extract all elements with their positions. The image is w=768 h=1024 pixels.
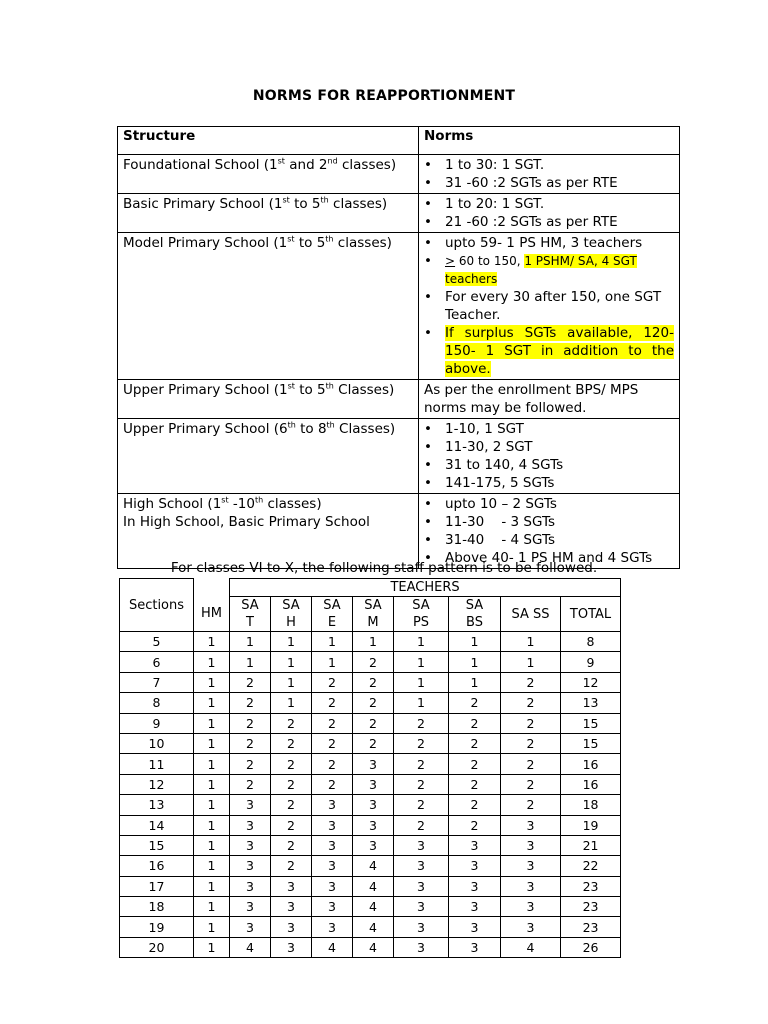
norms-table xyxy=(117,126,680,569)
table-cell: 3 xyxy=(394,937,449,957)
table-cell: 12 xyxy=(561,672,621,692)
teachers-header: TEACHERS xyxy=(230,579,621,597)
table-cell: 1 xyxy=(271,693,312,713)
table-cell: 1 xyxy=(194,632,230,652)
table-cell: 1 xyxy=(194,835,230,855)
table-cell: 3 xyxy=(353,795,394,815)
table-cell: 3 xyxy=(230,917,271,937)
table-row xyxy=(120,815,621,835)
table-row xyxy=(120,835,621,855)
table-cell: 10 xyxy=(120,733,194,753)
table-cell: 3 xyxy=(449,856,501,876)
table-cell: 3 xyxy=(449,876,501,896)
table-cell: 2 xyxy=(501,672,561,692)
table-cell: 2 xyxy=(394,815,449,835)
highlighted-text: 1 PSHM/ SA, 4 SGT teachers xyxy=(445,254,637,286)
table-cell: 1 xyxy=(394,672,449,692)
table-cell: 3 xyxy=(353,774,394,794)
staff-column-header: SA BS xyxy=(449,597,501,632)
table-cell: 15 xyxy=(561,713,621,733)
table-cell: 2 xyxy=(394,733,449,753)
hm-header: HM xyxy=(194,579,230,632)
table-cell: 3 xyxy=(271,876,312,896)
table-cell: 1 xyxy=(194,856,230,876)
table-cell: 3 xyxy=(449,835,501,855)
table-cell: 1 xyxy=(353,632,394,652)
table-cell: 2 xyxy=(353,733,394,753)
norm-item: • For every 30 after 150, one SGT Teacher. xyxy=(424,288,674,324)
table-cell: 1 xyxy=(194,815,230,835)
table-cell: 3 xyxy=(230,876,271,896)
table-cell: 2 xyxy=(271,856,312,876)
table-cell: 2 xyxy=(449,754,501,774)
table-cell: 3 xyxy=(353,754,394,774)
table-cell: 1 xyxy=(230,652,271,672)
norms-cell xyxy=(419,194,680,233)
table-cell: 2 xyxy=(501,733,561,753)
table-cell: 3 xyxy=(394,897,449,917)
sections-header: Sections xyxy=(120,579,194,632)
table-row xyxy=(120,754,621,774)
table-cell: 12 xyxy=(120,774,194,794)
table-cell: 15 xyxy=(561,733,621,753)
table-cell: 2 xyxy=(230,693,271,713)
table-cell: 2 xyxy=(501,754,561,774)
table-cell: 3 xyxy=(394,917,449,937)
table-cell: 3 xyxy=(312,876,353,896)
norms-row xyxy=(118,494,680,569)
structure-header: Structure xyxy=(118,127,419,155)
structure-cell: High School (1st -10th classes) In High School, Basic Primary School xyxy=(118,494,419,569)
table-cell: 1 xyxy=(501,652,561,672)
table-cell: 3 xyxy=(312,917,353,937)
staff-column-header: SA SS xyxy=(501,597,561,632)
structure-cell: Upper Primary School (6th to 8th Classes) xyxy=(118,419,419,494)
norms-cell: As per the enrollment BPS/ MPS norms may be followed. xyxy=(419,380,680,419)
table-cell: 23 xyxy=(561,897,621,917)
table-cell: 1 xyxy=(501,632,561,652)
table-cell: 2 xyxy=(449,795,501,815)
table-cell: 2 xyxy=(230,672,271,692)
page-title: NORMS FOR REAPPORTIONMENT xyxy=(252,88,516,104)
table-cell: 21 xyxy=(561,835,621,855)
table-cell: 3 xyxy=(230,856,271,876)
norm-item: • 141-175, 5 SGTs xyxy=(424,474,674,492)
staff-column-header: SA E xyxy=(312,597,353,632)
table-cell: 8 xyxy=(120,693,194,713)
table-cell: 9 xyxy=(120,713,194,733)
table-cell: 3 xyxy=(353,815,394,835)
table-cell: 1 xyxy=(194,693,230,713)
table-cell: 1 xyxy=(194,672,230,692)
table-cell: 23 xyxy=(561,917,621,937)
table-cell: 3 xyxy=(312,835,353,855)
table-cell: 2 xyxy=(312,713,353,733)
norm-item: • 1-10, 1 SGT xyxy=(424,420,674,438)
table-cell: 2 xyxy=(312,754,353,774)
table-cell: 3 xyxy=(312,795,353,815)
norm-item: • upto 59- 1 PS HM, 3 teachers xyxy=(424,234,674,252)
table-cell: 1 xyxy=(194,774,230,794)
table-row xyxy=(120,672,621,692)
table-cell: 4 xyxy=(501,937,561,957)
table-cell: 2 xyxy=(312,774,353,794)
table-cell: 1 xyxy=(194,652,230,672)
staff-pattern-table xyxy=(119,578,621,958)
norm-item: • 1 to 30: 1 SGT. xyxy=(424,156,674,174)
norms-cell xyxy=(419,494,680,569)
table-cell: 1 xyxy=(271,652,312,672)
table-cell: 2 xyxy=(501,774,561,794)
table-cell: 20 xyxy=(120,937,194,957)
table-cell: 3 xyxy=(394,835,449,855)
table-cell: 3 xyxy=(230,795,271,815)
norm-item: • 31 -60 :2 SGTs as per RTE xyxy=(424,174,674,192)
norms-cell xyxy=(419,233,680,380)
table-cell: 2 xyxy=(394,754,449,774)
table-cell: 16 xyxy=(561,754,621,774)
structure-cell: Basic Primary School (1st to 5th classes) xyxy=(118,194,419,233)
table-cell: 2 xyxy=(449,815,501,835)
table-cell: 2 xyxy=(230,754,271,774)
table-cell: 3 xyxy=(312,815,353,835)
table-cell: 2 xyxy=(449,713,501,733)
staff-column-header: TOTAL xyxy=(561,597,621,632)
norm-item-highlighted xyxy=(424,324,674,378)
staff-table-body xyxy=(120,632,621,958)
norms-row xyxy=(118,380,680,419)
table-cell: 2 xyxy=(230,774,271,794)
table-cell: 1 xyxy=(449,652,501,672)
table-cell: 15 xyxy=(120,835,194,855)
table-cell: 3 xyxy=(353,835,394,855)
table-cell: 1 xyxy=(194,713,230,733)
norm-item: • Above 40- 1 PS HM and 4 SGTs xyxy=(424,549,674,567)
table-cell: 3 xyxy=(271,937,312,957)
table-cell: 2 xyxy=(271,733,312,753)
table-cell: 1 xyxy=(312,632,353,652)
table-cell: 26 xyxy=(561,937,621,957)
table-row xyxy=(120,937,621,957)
table-cell: 5 xyxy=(120,632,194,652)
table-cell: 14 xyxy=(120,815,194,835)
norm-item: • 11-30, 2 SGT xyxy=(424,438,674,456)
table-cell: 9 xyxy=(561,652,621,672)
table-cell: 1 xyxy=(394,632,449,652)
norm-item: • upto 10 – 2 SGTs xyxy=(424,495,674,513)
norms-header-row xyxy=(118,127,680,155)
table-cell: 3 xyxy=(501,815,561,835)
table-cell: 4 xyxy=(312,937,353,957)
table-cell: 2 xyxy=(271,815,312,835)
table-cell: 4 xyxy=(230,937,271,957)
staff-column-header: SA T xyxy=(230,597,271,632)
staff-header-row xyxy=(120,579,621,597)
table-cell: 19 xyxy=(120,917,194,937)
table-row xyxy=(120,876,621,896)
table-cell: 19 xyxy=(561,815,621,835)
table-row xyxy=(120,856,621,876)
table-row xyxy=(120,795,621,815)
table-cell: 1 xyxy=(394,652,449,672)
table-cell: 4 xyxy=(353,856,394,876)
norms-row xyxy=(118,155,680,194)
table-cell: 1 xyxy=(271,672,312,692)
table-cell: 1 xyxy=(194,733,230,753)
table-cell: 2 xyxy=(312,693,353,713)
table-row xyxy=(120,632,621,652)
table-cell: 8 xyxy=(561,632,621,652)
highlighted-text: If surplus SGTs available, 120-150- 1 SGT in addition to the above. xyxy=(445,325,674,377)
table-cell: 2 xyxy=(501,713,561,733)
norm-text: 60 to 150, xyxy=(455,254,525,268)
table-cell: 3 xyxy=(271,917,312,937)
table-cell: 2 xyxy=(230,733,271,753)
table-cell: 1 xyxy=(194,795,230,815)
table-cell: 3 xyxy=(501,835,561,855)
table-cell: 1 xyxy=(194,754,230,774)
table-cell: 3 xyxy=(449,897,501,917)
table-cell: 3 xyxy=(394,876,449,896)
table-cell: 2 xyxy=(449,733,501,753)
table-cell: 2 xyxy=(501,795,561,815)
structure-cell: Foundational School (1st and 2nd classes) xyxy=(118,155,419,194)
table-cell: 1 xyxy=(194,937,230,957)
table-cell: 3 xyxy=(449,917,501,937)
table-cell: 2 xyxy=(394,795,449,815)
table-cell: 1 xyxy=(194,876,230,896)
table-cell: 3 xyxy=(312,856,353,876)
staff-column-header: SA M xyxy=(353,597,394,632)
table-cell: 2 xyxy=(230,713,271,733)
table-cell: 3 xyxy=(230,835,271,855)
norms-row xyxy=(118,419,680,494)
table-cell: 1 xyxy=(194,897,230,917)
table-cell: 17 xyxy=(120,876,194,896)
table-cell: 7 xyxy=(120,672,194,692)
table-cell: 1 xyxy=(394,693,449,713)
table-cell: 2 xyxy=(271,713,312,733)
table-cell: 1 xyxy=(194,917,230,937)
table-cell: 18 xyxy=(120,897,194,917)
table-row xyxy=(120,733,621,753)
table-cell: 3 xyxy=(230,897,271,917)
structure-cell: Upper Primary School (1st to 5th Classes) xyxy=(118,380,419,419)
norms-cell xyxy=(419,419,680,494)
table-cell: 4 xyxy=(353,937,394,957)
norm-item: • 21 -60 :2 SGTs as per RTE xyxy=(424,213,674,231)
table-cell: 16 xyxy=(120,856,194,876)
table-row xyxy=(120,774,621,794)
table-cell: 3 xyxy=(449,937,501,957)
table-cell: 16 xyxy=(561,774,621,794)
table-cell: 4 xyxy=(353,876,394,896)
table-cell: 2 xyxy=(312,672,353,692)
table-cell: 2 xyxy=(271,754,312,774)
table-cell: 3 xyxy=(501,856,561,876)
table-cell: 2 xyxy=(353,672,394,692)
table-cell: 22 xyxy=(561,856,621,876)
table-cell: 2 xyxy=(271,774,312,794)
norm-item: • 11-30 - 3 SGTs xyxy=(424,513,674,531)
table-cell: 3 xyxy=(230,815,271,835)
norms-row xyxy=(118,194,680,233)
norm-item: • 31-40 - 4 SGTs xyxy=(424,531,674,549)
structure-cell: Model Primary School (1st to 5th classes) xyxy=(118,233,419,380)
table-cell: 1 xyxy=(312,652,353,672)
table-cell: 2 xyxy=(449,774,501,794)
table-cell: 3 xyxy=(312,897,353,917)
norms-cell xyxy=(419,155,680,194)
table-cell: 13 xyxy=(561,693,621,713)
table-row xyxy=(120,713,621,733)
table-cell: 2 xyxy=(271,835,312,855)
norm-item: • 1 to 20: 1 SGT. xyxy=(424,195,674,213)
table-cell: 23 xyxy=(561,876,621,896)
table-cell: 2 xyxy=(312,733,353,753)
staff-column-header: SA H xyxy=(271,597,312,632)
norm-item xyxy=(424,252,674,288)
table-cell: 3 xyxy=(394,856,449,876)
table-cell: 2 xyxy=(353,713,394,733)
structure-subline: In High School, Basic Primary School xyxy=(123,514,370,530)
table-row xyxy=(120,897,621,917)
greater-equal-symbol: > xyxy=(445,254,456,268)
table-cell: 3 xyxy=(271,897,312,917)
table-row xyxy=(120,652,621,672)
table-row xyxy=(120,693,621,713)
table-cell: 4 xyxy=(353,917,394,937)
table-cell: 2 xyxy=(449,693,501,713)
table-cell: 3 xyxy=(501,917,561,937)
table-cell: 2 xyxy=(394,713,449,733)
norm-item: • 31 to 140, 4 SGTs xyxy=(424,456,674,474)
table-row xyxy=(120,917,621,937)
norms-row xyxy=(118,233,680,380)
table-cell: 6 xyxy=(120,652,194,672)
table-cell: 2 xyxy=(353,693,394,713)
table-cell: 2 xyxy=(353,652,394,672)
table-cell: 2 xyxy=(394,774,449,794)
norms-header: Norms xyxy=(419,127,680,155)
table-cell: 1 xyxy=(271,632,312,652)
table-cell: 3 xyxy=(501,897,561,917)
table-cell: 18 xyxy=(561,795,621,815)
staff-column-header: SA PS xyxy=(394,597,449,632)
table-cell: 3 xyxy=(501,876,561,896)
table-cell: 11 xyxy=(120,754,194,774)
table-cell: 2 xyxy=(501,693,561,713)
table-cell: 1 xyxy=(230,632,271,652)
table-cell: 13 xyxy=(120,795,194,815)
table-cell: 1 xyxy=(449,672,501,692)
table-cell: 2 xyxy=(271,795,312,815)
table-cell: 1 xyxy=(449,632,501,652)
table-cell: 4 xyxy=(353,897,394,917)
staff-pattern-caption: For classes VI to X, the following staff pattern is to be followed. xyxy=(170,560,598,576)
